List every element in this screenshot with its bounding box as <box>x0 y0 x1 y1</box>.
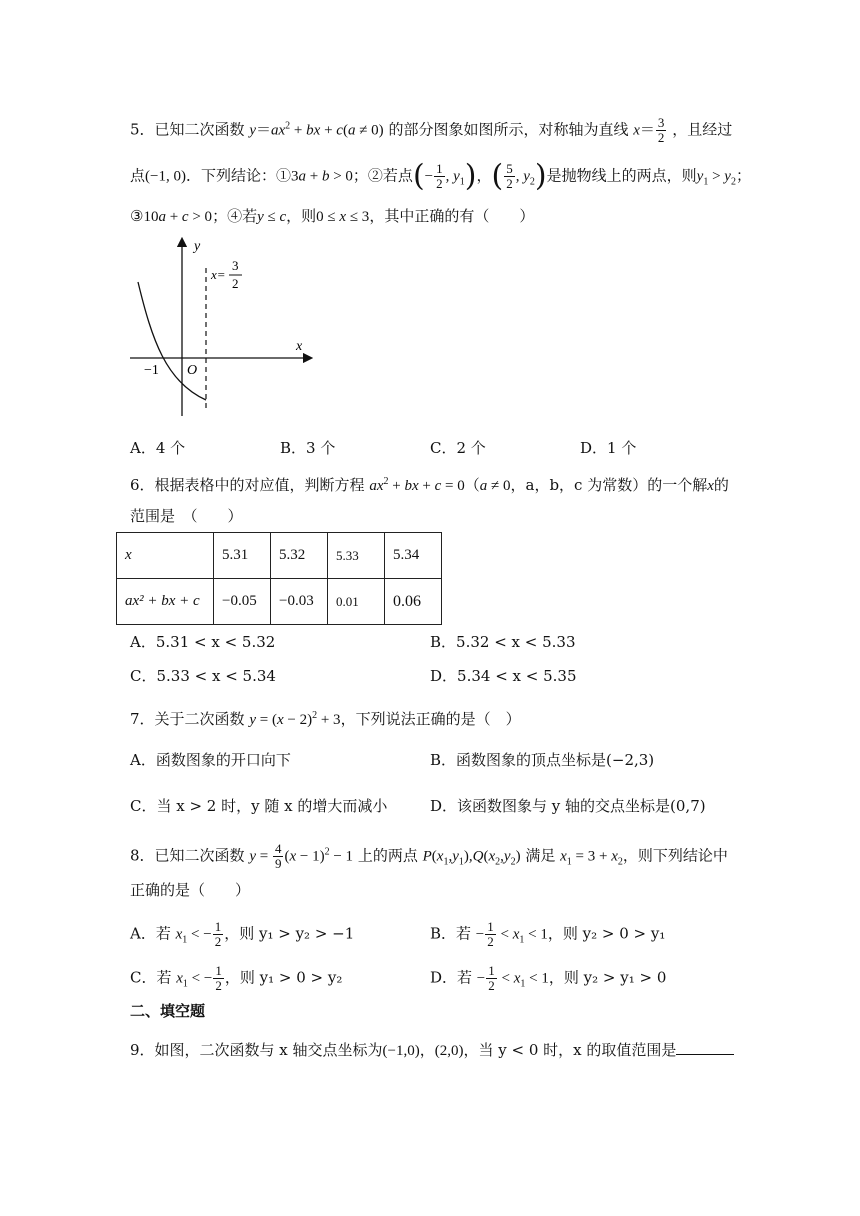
q5-option-a[interactable]: A．4 个 <box>130 439 186 457</box>
q7-option-d[interactable]: D．该函数图象与 y 轴的交点坐标是(0,7) <box>430 797 706 815</box>
q5-parabola-graph <box>118 232 318 422</box>
q5-option-d[interactable]: D．1 个 <box>580 439 637 457</box>
origin-label: O <box>187 363 198 378</box>
x-axis-label: x <box>296 339 303 354</box>
table-cell: 0.06 <box>385 579 442 625</box>
symmetry-label-num: 3 <box>232 258 239 273</box>
q5-line1: 5．已知二次函数 $y=ax^2$ + bx + c(a ≠ 0) 的部分图象如图所示，对称轴为直线 x＝ $\frac{3}{2}$ ，且经过 <box>130 115 733 145</box>
fraction-3-2: $\frac{3}{2}$ <box>657 115 665 145</box>
table-cell: 5.33 <box>328 533 385 579</box>
q7-option-c[interactable]: C．当 x > 2 时，y 随 x 的增大而减小 <box>130 797 388 815</box>
q6-option-b[interactable]: B．5.32 < x < 5.33 <box>430 633 576 651</box>
q9-line1: 9．如图，二次函数与 x 轴交点坐标为(−1,0)，(2,0)，当 y < 0 时，x 的取值范围是 <box>130 1038 750 1061</box>
table-cell: −0.03 <box>271 579 328 625</box>
table-cell: −0.05 <box>214 579 271 625</box>
q5-text: 5．已知二次函数 <box>130 120 250 139</box>
q5-text: ，且经过 <box>667 120 733 139</box>
q7-option-a[interactable]: A．函数图象的开口向下 <box>130 751 291 769</box>
y-axis-label: y <box>194 239 201 254</box>
symmetry-label-lhs: x= <box>211 267 226 282</box>
q8-line2: 正确的是（ ） <box>130 881 251 899</box>
q5-line3: ③10a + c > 0；④若y ≤ c，则0 ≤ x ≤ 3，其中正确的有（ ） <box>130 207 535 225</box>
row-header-fx: ax² + bx + c <box>117 579 214 625</box>
q5-option-c[interactable]: C．2 个 <box>430 439 486 457</box>
q8-option-a[interactable]: A．若 $x_1$ < − $\frac{1}{2}$ ，则 y₁ > y₂ > −1 <box>130 919 355 949</box>
q6-line2: 范围是 （ ） <box>130 507 243 525</box>
table-row <box>117 579 442 625</box>
q7-option-b[interactable]: B．函数图象的顶点坐标是(−2,3) <box>430 751 655 769</box>
parabola-curve <box>138 282 206 400</box>
q8-line1: 8．已知二次函数 y = $\frac{4}{9}$ $(x - 1)^2 - 1$ 上的两点 $P(x_1,y_1),Q(x_2,y_2)$ 满足 $x_1 = 3 + x_2$，则下列结论中 <box>130 841 728 871</box>
minus-one-label: −1 <box>144 363 159 378</box>
q8-option-b[interactable]: B．若 − $\frac{1}{2}$ < $x_1 < 1$，则 y₂ > 0 > y₁ <box>430 919 666 949</box>
q5-option-b[interactable]: B．3 个 <box>280 439 336 457</box>
table-cell: 5.32 <box>271 533 328 579</box>
q5-function-formula: y <box>249 122 256 139</box>
q6-option-c[interactable]: C．5.33 < x < 5.34 <box>130 667 276 685</box>
q5-text: 的部分图象如图所示，对称轴为直线 <box>383 120 634 139</box>
table-cell: 5.31 <box>214 533 271 579</box>
q8-option-c[interactable]: C．若 $x_1$ < − $\frac{1}{2}$ ，则 y₁ > 0 > y₂ <box>130 963 343 993</box>
table-cell: 5.34 <box>385 533 442 579</box>
q7-line1: 7．关于二次函数 $y = (x - 2)^2 + 3$，下列说法正确的是（ ） <box>130 710 521 728</box>
table-cell: 0.01 <box>328 579 385 625</box>
q6-value-table <box>116 532 442 625</box>
answer-blank[interactable] <box>676 1038 734 1055</box>
q8-option-d[interactable]: D．若 − $\frac{1}{2}$ < $x_1 < 1$，则 y₂ > y₁ > 0 <box>430 963 667 993</box>
q5-line2: 点(−1, 0)．下列结论：①3a + b > 0；②若点(− $\frac{1}{2}$ , $y_1$)，( $\frac{5}{2}$ , $y_2$)是抛物线上的两点，则$y_1 > y_2$； <box>130 158 751 194</box>
row-header-x: x <box>117 533 214 579</box>
table-row <box>117 533 442 579</box>
q6-option-d[interactable]: D．5.34 < x < 5.35 <box>430 667 577 685</box>
section-title: 二、填空题 <box>130 1002 206 1020</box>
q6-option-a[interactable]: A．5.31 < x < 5.32 <box>130 633 276 651</box>
symmetry-label-den: 2 <box>232 276 239 291</box>
q6-line1: 6．根据表格中的对应值，判断方程 $ax^2$ + bx + c = 0（a ≠ 0，a，b，c 为常数）的一个解x的 <box>130 476 729 494</box>
